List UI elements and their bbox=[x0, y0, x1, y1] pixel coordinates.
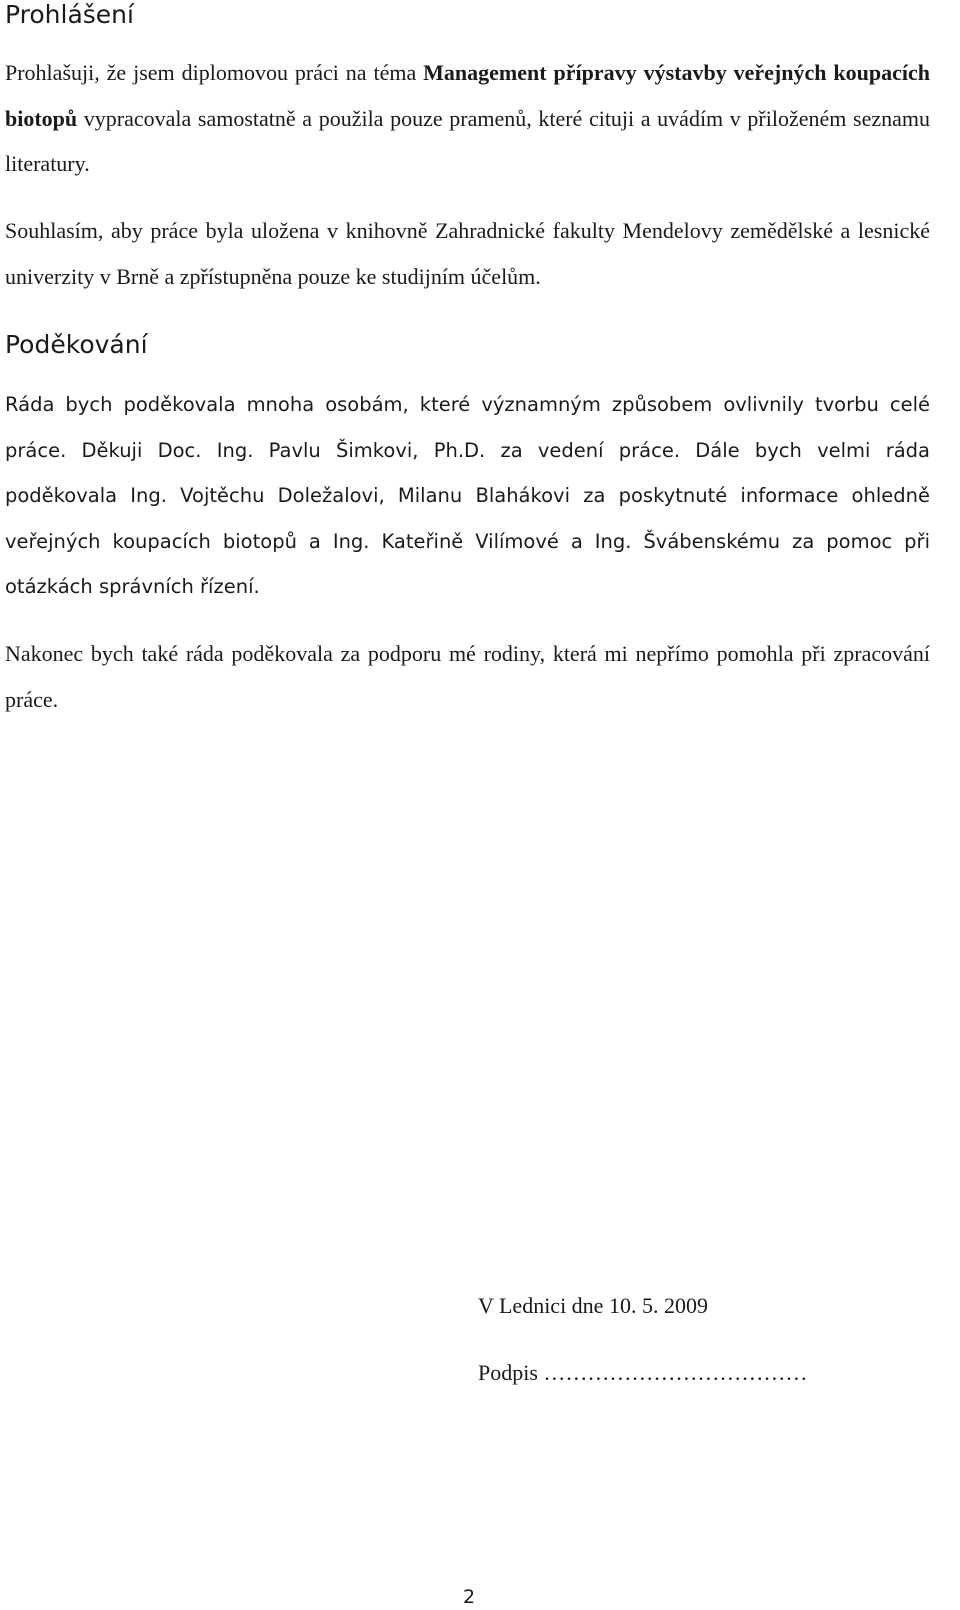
family-thanks-paragraph: Nakonec bych také ráda poděkovala za podporu mé rodiny, která mi nepřímo pomohla při zpracování práce. bbox=[5, 641, 930, 712]
declaration-paragraph bbox=[5, 50, 930, 187]
acknowledgement-heading: Poděkování bbox=[5, 330, 148, 359]
signature-line: Podpis ……………………………… bbox=[478, 1360, 808, 1385]
consent-paragraph: Souhlasím, aby práce byla uložena v knihovně Zahradnické fakulty Mendelovy zemědělské a lesnické univerzity v Brně a zpřístupněna pouze ke studijním účelům. bbox=[5, 218, 930, 289]
place-date: V Lednici dne 10. 5. 2009 bbox=[478, 1293, 708, 1318]
thesis-title: Management přípravy výstavby veřejných koupacích biotopů bbox=[5, 60, 930, 131]
declaration-text-start: Prohlašuji, že jsem diplomovou práci na téma bbox=[5, 60, 424, 85]
declaration-text-end: vypracovala samostatně a použila pouze pramenů, které cituji a uvádím v přiloženém seznamu literatury. bbox=[5, 105, 930, 176]
acknowledgement-paragraph: Ráda bych poděkovala mnoha osobám, které významným způsobem ovlivnily tvorbu celé práce. Děkuji Doc. Ing. Pavlu Šimkovi, Ph.D. za vedení práce. Dále bych velmi ráda poděkovala Ing. Vojtěchu Doležalovi, Milanu Blahákovi za poskytnuté informace ohledně veřejných koupacích biotopů a Ing. Kateřině Vilímové a Ing. Švábenskému za pomoc při otázkách správních řízení. bbox=[5, 393, 930, 598]
declaration-heading: Prohlášení bbox=[5, 0, 134, 29]
page-number: 2 bbox=[463, 1586, 476, 1608]
